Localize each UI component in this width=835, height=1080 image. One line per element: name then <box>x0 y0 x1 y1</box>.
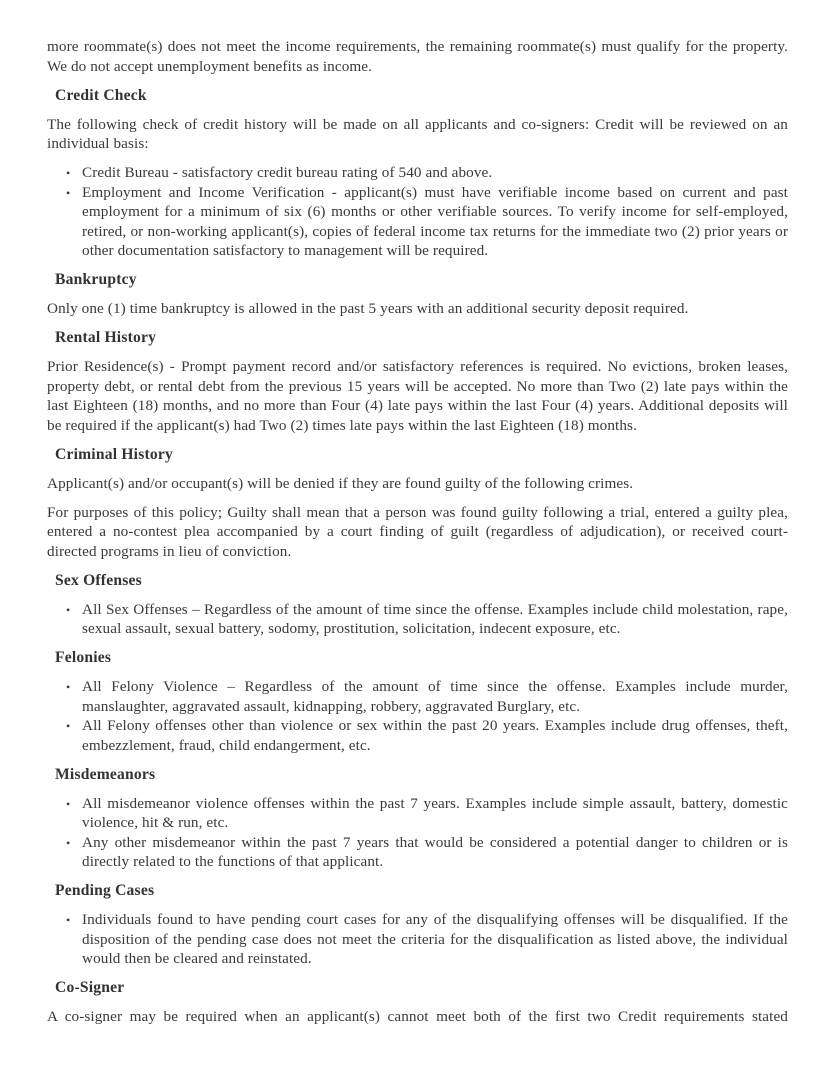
paragraph: Applicant(s) and/or occupant(s) will be denied if they are found guilty of the following crimes. <box>47 474 634 492</box>
section-misdemeanors <box>47 765 788 872</box>
bullet-item: • All Felony offenses other than violence or sex within the past 20 years. Examples include drug offenses, theft, embezzlement, fraud, child endangerment, etc. <box>82 716 788 755</box>
bullet-item: • All Sex Offenses – Regardless of the amount of time since the offense. Examples include child molestation, rape, sexual assault, sexual battery, sodomy, prostitution, solicitation, indecent exposure, etc. <box>82 600 788 639</box>
paragraph: For purposes of this policy; Guilty shall mean that a person was found guilty following a trial, entered a guilty plea, entered a no-contest plea accompanied by a court finding of guilt (regardless of adjudication), or received court-directed programs in lieu of conviction. <box>47 503 788 560</box>
bullet-item: • All Felony Violence – Regardless of the amount of time since the offense. Examples include murder, manslaughter, aggravated assault, kidnapping, robbery, aggravated Burglary, etc. <box>82 677 788 716</box>
section-credit-check <box>47 86 788 261</box>
heading-misdemeanors: Misdemeanors <box>55 765 156 783</box>
bullet-list <box>47 163 788 261</box>
paragraph: Prior Residence(s) - Prompt payment record and/or satisfactory references is required. No evictions, broken leases, property debt, or rental debt from the previous 15 years will be accepted. No more than Two (2) late pays within the last Eighteen (18) months, and no more than Four (4) late pays within the last Four (4) years. Additional deposits will be required if the applicant(s) had Two (2) times late pays within the last Eighteen (18) months. <box>47 358 788 434</box>
heading-credit-check: Credit Check <box>55 86 147 104</box>
section-pending-cases <box>47 881 788 969</box>
bullet-item: • All misdemeanor violence offenses within the past 7 years. Examples include simple assault, battery, domestic violence, hit & run, etc. <box>82 794 788 833</box>
heading-criminal-history: Criminal History <box>55 445 173 463</box>
heading-pending-cases: Pending Cases <box>55 882 155 899</box>
section-rental-history <box>47 328 788 435</box>
bullet-list <box>47 600 788 639</box>
section-bankruptcy <box>47 270 788 319</box>
heading-bankruptcy: Bankruptcy <box>55 271 137 288</box>
section-co-signer <box>47 978 788 1027</box>
bullet-item: • Employment and Income Verification - applicant(s) must have verifiable income based on current and past employment for a minimum of six (6) months or other verifiable sources. To verify income for self-employed, retired, or non-working applicant(s), copies of federal income tax returns for the immediate two (2) prior years or other documentation satisfactory to management will be required. <box>82 183 788 261</box>
intro-paragraph: more roommate(s) does not meet the income requirements, the remaining roommate(s) must qualify for the property. We do not accept unemployment benefits as income. <box>47 38 788 75</box>
paragraph: Only one (1) time bankruptcy is allowed in the past 5 years with an additional security deposit required. <box>47 300 689 317</box>
heading-co-signer: Co-Signer <box>55 979 125 996</box>
bullet-item: • Individuals found to have pending court cases for any of the disqualifying offenses will be disqualified. If the disposition of the pending case does not meet the criteria for the disqualification as listed above, the individual would then be cleared and reinstated. <box>82 910 788 969</box>
heading-sex-offenses: Sex Offenses <box>55 571 142 589</box>
heading-rental-history: Rental History <box>55 329 157 346</box>
section-criminal-history <box>47 445 788 562</box>
bullet-item: • Any other misdemeanor within the past 7 years that would be considered a potential danger to children or is directly related to the functions of that applicant. <box>82 833 788 872</box>
paragraph: The following check of credit history will be made on all applicants and co-signers: Credit will be reviewed on an individual basis: <box>47 115 788 152</box>
paragraph: A co-signer may be required when an applicant(s) cannot meet both of the first two Credit requirements stated <box>47 1008 788 1025</box>
heading-felonies: Felonies <box>55 649 112 666</box>
section-felonies <box>47 648 788 755</box>
bullet-list <box>47 910 788 969</box>
bullet-list <box>47 677 788 755</box>
bullet-list <box>47 794 788 872</box>
section-sex-offenses <box>47 571 788 639</box>
bullet-item: • Credit Bureau - satisfactory credit bureau rating of 540 and above. <box>82 163 788 183</box>
